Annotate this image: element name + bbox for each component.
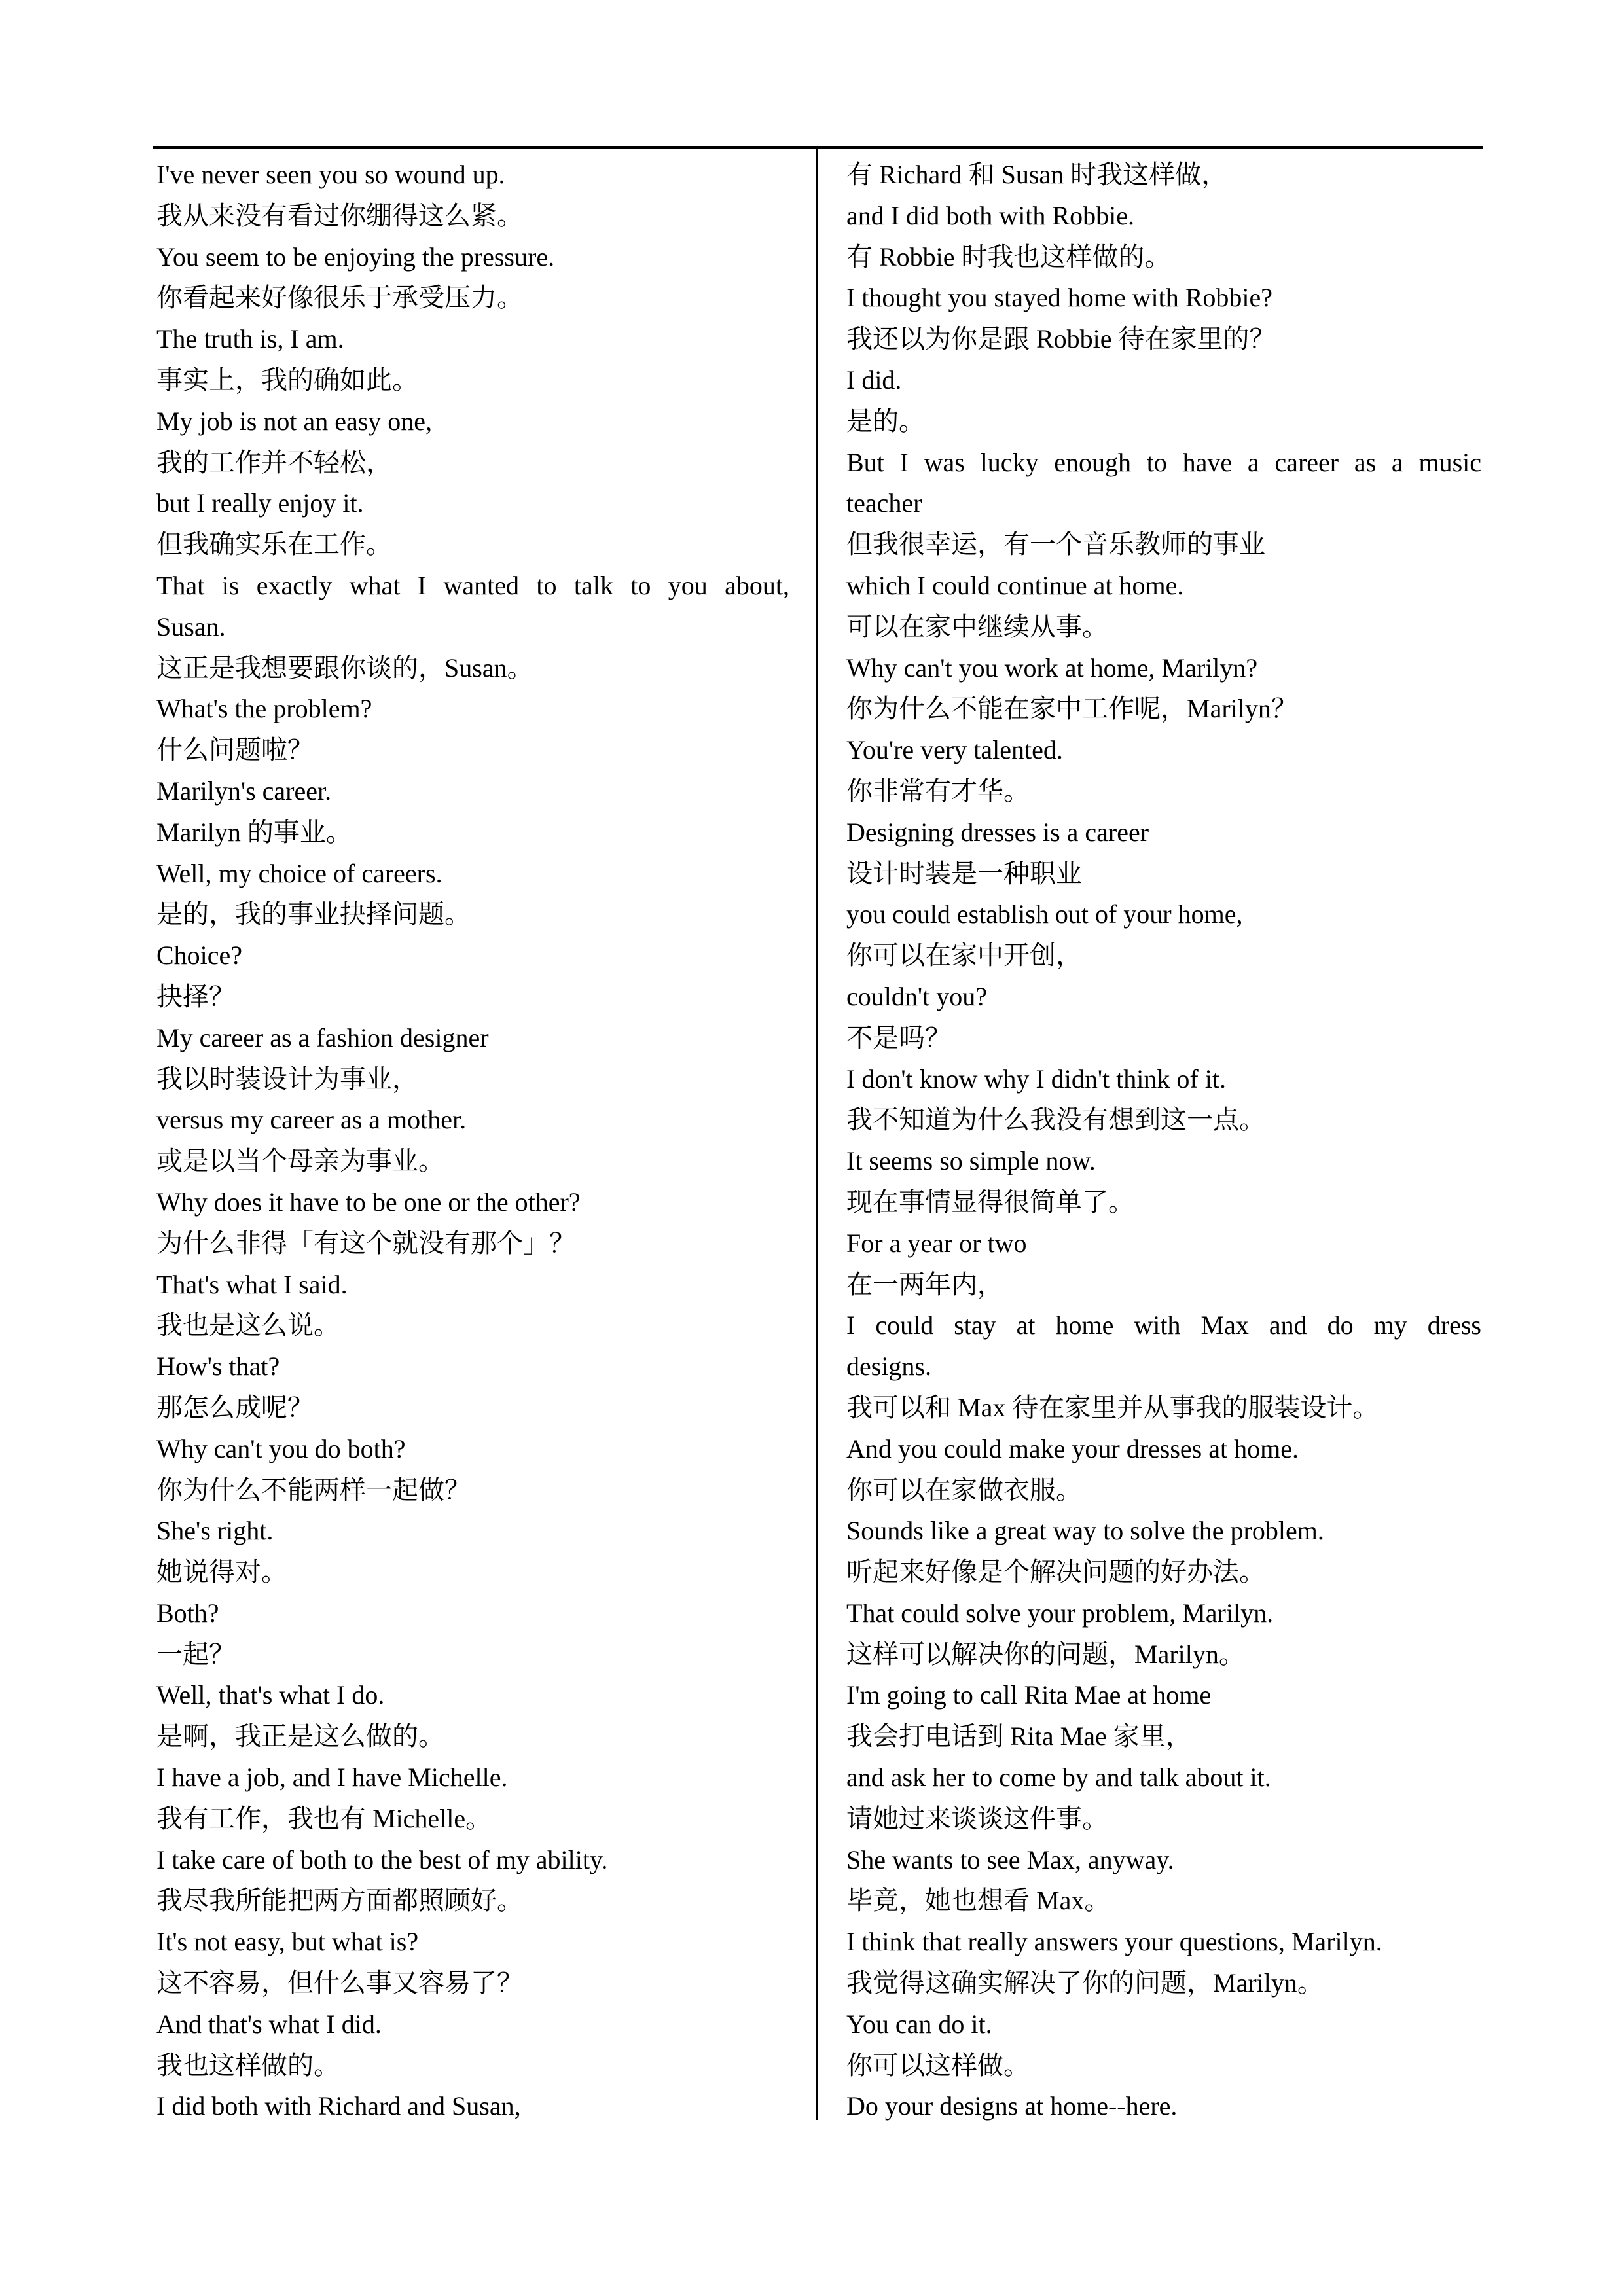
- dialogue-line: The truth is, I am.: [156, 324, 344, 354]
- top-rule: [153, 146, 1483, 149]
- dialogue-line: Why can't you work at home, Marilyn?: [846, 653, 1258, 683]
- dialogue-line: I've never seen you so wound up.: [156, 160, 505, 189]
- dialogue-line: 现在事情显得很简单了。: [846, 1187, 1134, 1217]
- dialogue-line: 设计时装是一种职业: [846, 858, 1082, 888]
- dialogue-line: I don't know why I didn't think of it.: [846, 1064, 1226, 1094]
- dialogue-line: 听起来好像是个解决问题的好办法。: [846, 1557, 1265, 1587]
- dialogue-line: Designing dresses is a career: [846, 817, 1149, 847]
- dialogue-line: 抉择？: [156, 981, 235, 1011]
- dialogue-line: you could establish out of your home,: [846, 899, 1243, 929]
- dialogue-line: which I could continue at home.: [846, 570, 1184, 600]
- dialogue-line: and ask her to come by and talk about it.: [846, 1763, 1271, 1793]
- dialogue-line: That's what I said.: [156, 1269, 348, 1299]
- dialogue-line: Why does it have to be one or the other?: [156, 1187, 581, 1217]
- column-divider: [816, 146, 818, 2120]
- dialogue-line: I have a job, and I have Michelle.: [156, 1763, 508, 1793]
- dialogue-line: 我从来没有看过你绷得这么紧。: [156, 200, 523, 230]
- dialogue-line: Marilyn 的事业。: [156, 817, 352, 847]
- dialogue-line: 你为什么不能在家中工作呢，Marilyn？: [846, 694, 1297, 724]
- dialogue-line: 你为什么不能两样一起做？: [156, 1475, 471, 1505]
- dialogue-line: 毕竟，她也想看 Max。: [846, 1886, 1111, 1916]
- dialogue-line: 我可以和 Max 待在家里并从事我的服装设计。: [846, 1392, 1379, 1422]
- dialogue-line: 我不知道为什么我没有想到这一点。: [846, 1105, 1265, 1135]
- dialogue-line: I did both with Richard and Susan,: [156, 2091, 521, 2121]
- dialogue-line: Susan.: [156, 611, 226, 641]
- dialogue-line: I could stay at home with Max and do my dress: [846, 1310, 1481, 1340]
- dialogue-line: Well, that's what I do.: [156, 1680, 385, 1710]
- dialogue-line: I think that really answers your questions, Marilyn.: [846, 1927, 1382, 1957]
- dialogue-line: 我也是这么说。: [156, 1310, 340, 1340]
- dialogue-line: 那怎么成呢？: [156, 1392, 314, 1422]
- dialogue-line: versus my career as a mother.: [156, 1105, 467, 1135]
- dialogue-line: teacher: [846, 488, 922, 518]
- dialogue-line: 是啊，我正是这么做的。: [156, 1721, 444, 1751]
- dialogue-line: She's right.: [156, 1516, 274, 1546]
- dialogue-line: You can do it.: [846, 2009, 992, 2039]
- dialogue-line: designs.: [846, 1352, 931, 1382]
- dialogue-line: 这不容易，但什么事又容易了？: [156, 1968, 523, 1998]
- right-column: [846, 154, 1481, 2127]
- dialogue-line: 有 Richard 和 Susan 时我这样做，: [846, 160, 1228, 189]
- dialogue-line: But I was lucky enough to have a career as a music: [846, 447, 1481, 477]
- dialogue-line: 在一两年内，: [846, 1269, 1003, 1299]
- dialogue-line: How's that?: [156, 1352, 280, 1382]
- dialogue-line: I thought you stayed home with Robbie?: [846, 283, 1273, 313]
- dialogue-line: but I really enjoy it.: [156, 488, 364, 518]
- dialogue-line: 我觉得这确实解决了你的问题，Marilyn。: [846, 1968, 1324, 1998]
- dialogue-line: 但我确实乐在工作。: [156, 529, 392, 560]
- dialogue-line: What's the problem?: [156, 694, 372, 724]
- dialogue-line: 我还以为你是跟 Robbie 待在家里的？: [846, 324, 1276, 354]
- dialogue-line: 但我很幸运，有一个音乐教师的事业: [846, 529, 1265, 560]
- dialogue-line: That could solve your problem, Marilyn.: [846, 1598, 1274, 1628]
- dialogue-line: 请她过来谈谈这件事。: [846, 1803, 1108, 1833]
- dialogue-line: Well, my choice of careers.: [156, 858, 442, 888]
- dialogue-line: 事实上，我的确如此。: [156, 365, 418, 395]
- dialogue-line: 有 Robbie 时我也这样做的。: [846, 242, 1171, 272]
- dialogue-line: 你可以这样做。: [846, 2050, 1030, 2080]
- dialogue-line: My career as a fashion designer: [156, 1022, 489, 1052]
- dialogue-line: 这正是我想要跟你谈的，Susan。: [156, 653, 533, 683]
- left-column: [156, 154, 789, 2127]
- dialogue-line: 是的。: [846, 406, 925, 436]
- dialogue-line: 你看起来好像很乐于承受压力。: [156, 283, 523, 313]
- dialogue-line: 你可以在家中开创，: [846, 941, 1082, 971]
- dialogue-line: Marilyn's career.: [156, 776, 332, 806]
- dialogue-line: I'm going to call Rita Mae at home: [846, 1680, 1212, 1710]
- dialogue-line: 我以时装设计为事业，: [156, 1064, 418, 1094]
- dialogue-line: 一起？: [156, 1639, 235, 1669]
- dialogue-line: You seem to be enjoying the pressure.: [156, 242, 555, 272]
- dialogue-line: 我尽我所能把两方面都照顾好。: [156, 1886, 523, 1916]
- dialogue-line: Both?: [156, 1598, 219, 1628]
- dialogue-line: For a year or two: [846, 1228, 1027, 1258]
- dialogue-line: 我会打电话到 Rita Mae 家里，: [846, 1721, 1192, 1751]
- dialogue-line: Do your designs at home--here.: [846, 2091, 1178, 2121]
- dialogue-line: And you could make your dresses at home.: [846, 1433, 1299, 1463]
- dialogue-line: 你非常有才华。: [846, 776, 1030, 806]
- dialogue-line: 为什么非得「有这个就没有那个」？: [156, 1228, 575, 1258]
- dialogue-line: 我也这样做的。: [156, 2050, 340, 2080]
- dialogue-line: 我的工作并不轻松，: [156, 447, 392, 477]
- dialogue-line: 或是以当个母亲为事业。: [156, 1146, 444, 1176]
- dialogue-line: 什么问题啦？: [156, 735, 314, 765]
- dialogue-line: 她说得对。: [156, 1557, 287, 1587]
- dialogue-line: 你可以在家做衣服。: [846, 1475, 1082, 1505]
- dialogue-line: couldn't you?: [846, 981, 987, 1011]
- dialogue-line: You're very talented.: [846, 735, 1063, 765]
- dialogue-line: 可以在家中继续从事。: [846, 611, 1108, 641]
- dialogue-line: It seems so simple now.: [846, 1146, 1096, 1176]
- dialogue-line: That is exactly what I wanted to talk to you about,: [156, 570, 789, 600]
- dialogue-line: I did.: [846, 365, 902, 395]
- dialogue-line: Why can't you do both?: [156, 1433, 406, 1463]
- dialogue-line: and I did both with Robbie.: [846, 200, 1134, 230]
- dialogue-line: It's not easy, but what is?: [156, 1927, 419, 1957]
- dialogue-line: 我有工作，我也有 Michelle。: [156, 1803, 492, 1833]
- dialogue-line: Choice?: [156, 941, 243, 971]
- dialogue-line: I take care of both to the best of my ability.: [156, 1844, 608, 1874]
- dialogue-line: She wants to see Max, anyway.: [846, 1844, 1174, 1874]
- dialogue-line: My job is not an easy one,: [156, 406, 433, 436]
- dialogue-line: And that's what I did.: [156, 2009, 382, 2039]
- dialogue-line: 是的，我的事业抉择问题。: [156, 899, 471, 929]
- dialogue-line: 不是吗？: [846, 1022, 951, 1052]
- dialogue-line: 这样可以解决你的问题，Marilyn。: [846, 1639, 1245, 1669]
- dialogue-line: Sounds like a great way to solve the problem.: [846, 1516, 1324, 1546]
